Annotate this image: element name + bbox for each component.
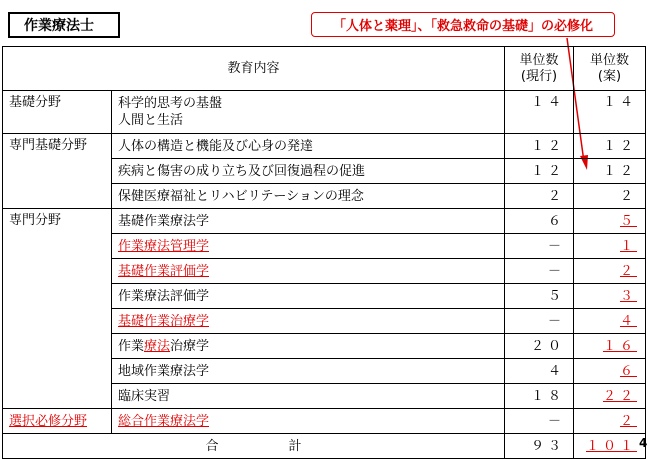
row-content-part: 治療学 bbox=[170, 338, 210, 354]
group-elective: 選択必修分野 bbox=[9, 413, 88, 429]
table-row bbox=[3, 209, 646, 234]
row-proposed: １ bbox=[619, 238, 637, 254]
total-proposed: １０１ bbox=[585, 438, 637, 454]
row-content: 保健医療福祉とリハビリテーションの理念 bbox=[112, 184, 505, 209]
row-content: 疾病と傷害の成り立ち及び回復過程の促進 bbox=[112, 159, 505, 184]
row-proposed: ２ bbox=[619, 263, 637, 279]
page-title: 作業療法士 bbox=[8, 12, 120, 38]
row-content: 人体の構造と機能及び心身の発達 bbox=[112, 134, 505, 159]
row-proposed: ２２ bbox=[602, 388, 637, 404]
row-current: － bbox=[505, 259, 574, 284]
row-content-part-changed: 療法 bbox=[144, 338, 171, 354]
total-label-b: 計 bbox=[288, 438, 302, 454]
row-content: 作業療法評価学 bbox=[112, 284, 505, 309]
row-content: 科学的思考の基盤 人間と生活 bbox=[112, 91, 505, 134]
row-content: 地域作業療法学 bbox=[112, 359, 505, 384]
table-row bbox=[3, 409, 646, 434]
row-proposed: ２ bbox=[619, 413, 637, 429]
group-basic: 基礎分野 bbox=[3, 91, 112, 134]
total-label-a: 合 bbox=[205, 438, 219, 454]
row-content: 基礎作業療法学 bbox=[112, 209, 505, 234]
row-proposed: １２ bbox=[574, 134, 646, 159]
row-content: 作業療法管理学 bbox=[118, 238, 210, 254]
row-proposed: ４ bbox=[619, 313, 637, 329]
row-current: １４ bbox=[505, 91, 574, 134]
total-current: ９３ bbox=[505, 434, 574, 459]
row-current: ２０ bbox=[505, 334, 574, 359]
row-current: ４ bbox=[505, 359, 574, 384]
row-current: １２ bbox=[505, 134, 574, 159]
header-proposed: 単位数 (案) bbox=[574, 47, 646, 91]
total-row bbox=[3, 434, 646, 459]
table-row bbox=[3, 134, 646, 159]
page-number: 4 bbox=[639, 436, 648, 450]
row-proposed: １６ bbox=[602, 338, 637, 354]
row-proposed: ５ bbox=[619, 213, 637, 229]
row-proposed: １４ bbox=[574, 91, 646, 134]
curriculum-table bbox=[2, 46, 646, 459]
group-pro: 専門分野 bbox=[3, 209, 112, 409]
row-content: 基礎作業治療学 bbox=[118, 313, 210, 329]
table-row bbox=[3, 91, 646, 134]
row-content: 基礎作業評価学 bbox=[118, 263, 210, 279]
row-current: ６ bbox=[505, 209, 574, 234]
header-current: 単位数 (現行) bbox=[505, 47, 574, 91]
row-current: １８ bbox=[505, 384, 574, 409]
row-content bbox=[112, 334, 505, 359]
table-header-row bbox=[3, 47, 646, 91]
row-current: １２ bbox=[505, 159, 574, 184]
row-proposed: ６ bbox=[619, 363, 637, 379]
row-content: 臨床実習 bbox=[112, 384, 505, 409]
row-proposed: ３ bbox=[619, 288, 637, 304]
row-proposed: １２ bbox=[574, 159, 646, 184]
total-label bbox=[3, 434, 505, 459]
row-content: 総合作業療法学 bbox=[118, 413, 210, 429]
row-current: ２ bbox=[505, 184, 574, 209]
row-proposed: ２ bbox=[574, 184, 646, 209]
row-current: － bbox=[505, 409, 574, 434]
header-content: 教育内容 bbox=[3, 47, 505, 91]
group-pro-basic: 専門基礎分野 bbox=[3, 134, 112, 209]
row-content-part: 作業 bbox=[118, 338, 145, 354]
row-current: － bbox=[505, 309, 574, 334]
callout-note: 「人体と薬理」、「救急救命の基礎」の必修化 bbox=[311, 12, 615, 37]
row-current: ５ bbox=[505, 284, 574, 309]
row-current: － bbox=[505, 234, 574, 259]
